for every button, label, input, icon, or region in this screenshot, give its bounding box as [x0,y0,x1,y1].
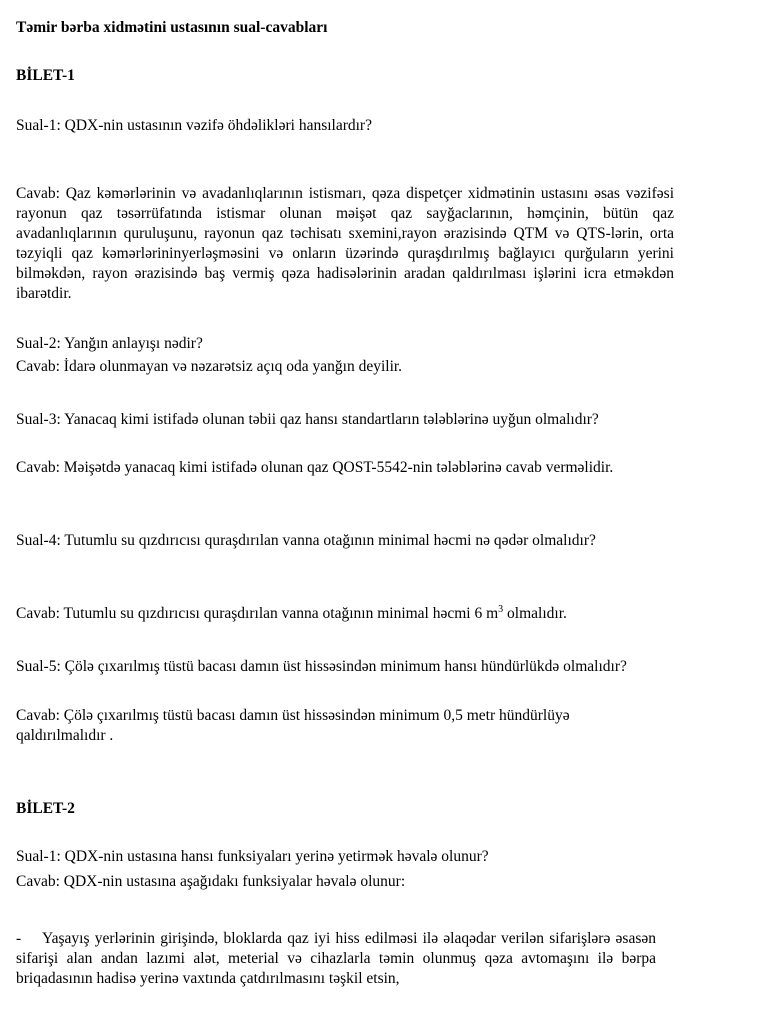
bilet-2-heading: BİLET-2 [16,800,75,817]
bilet-1-answer-4-text: Cavab: Tutumlu su qızdırıcısı quraşdırılan vanna otağının minimal həcmi 6 m [16,605,499,622]
bilet-1-answer-5: Cavab: Çölə çıxarılmış tüstü bacası damın üst hissəsindən minimum 0,5 metr hündürlüyə qaldırılmalıdır . [16,707,570,744]
bilet-2-question-1: Sual-1: QDX-nin ustasına hansı funksiyaları yerinə yetirmək həvalə olunur? [16,848,489,865]
bilet-1-question-4: Sual-4: Tutumlu su qızdırıcısı quraşdırılan vanna otağının minimal həcmi nə qədər olmalıdır? [16,532,596,549]
bilet-1-answer-2: Cavab: İdarə olunmayan və nəzarətsiz açıq oda yanğın deyilir. [16,358,403,375]
bullet-dash: - [16,930,22,947]
bilet-1-question-5: Sual-5: Çölə çıxarılmış tüstü bacası damın üst hissəsindən minimum hansı hündürlükdə olmalıdır? [16,658,627,675]
bilet-1-question-2: Sual-2: Yanğın anlayışı nədir? [16,335,203,352]
bilet-1-question-3: Sual-3: Yanacaq kimi istifadə olunan təbii qaz hansı standartların tələblərinə uyğun olmalıdır? [16,411,599,428]
bilet-1-question-1: Sual-1: QDX-nin ustasının vəzifə öhdəlikləri hansılardır? [16,117,372,134]
bilet-1-answer-4 [16,604,674,624]
bilet-2-bullet-1 [16,929,656,989]
bilet-1-heading: BİLET-1 [16,67,75,84]
cubic-superscript: 3 [498,603,504,615]
document-title: Təmir bərba xidmətini ustasının sual-cavabları [16,19,328,36]
bilet-2-answer-1: Cavab: QDX-nin ustasına aşağıdakı funksiyalar həvalə olunur: [16,873,406,890]
bilet-1-answer-4-end: olmalıdır. [503,605,567,622]
bilet-1-answer-3: Cavab: Məişətdə yanacaq kimi istifadə olunan qaz QOST-5542-nin tələblərinə cavab verməlidir. [16,459,614,476]
bilet-1-answer-1: Cavab: Qaz kəmərlərinin və avadanlıqlarının istismarı, qəza dispetçer xidmətinin ustasını əsas vəzifəsi rayonun qaz təsərrüfatında istismar olunan məişət qaz sayğaclarının, həmçinin, bütün qaz avadanlıqlarının quruluşunu, rayonun qaz təchisatı sxemini,rayon ərazisində QTM və QTS-lərin, orta təzyiqli qaz kəmərlərininyerləşməsini və onların üzərində quraşdırılmış bağlayıcı qurğuların yerini bilməkdən, rayon ərazisində baş vermiş qəza hadisələrinin aradan qaldırılması işlərini icra etməkdən ibarətdir. [16,185,674,302]
bilet-2-bullet-1-text: Yaşayış yerlərinin girişində, bloklarda qaz iyi hiss edilməsi ilə əlaqədar verilən sifarişlərə əsasən sifarişi alan andan lazımi alət, meterial və cihazlarla təmin olunmuş qəza avtomaşını ilə bərpa briqadasının hadisə yerinə vaxtında çatdırılmasını təşkil etsin, [16,930,656,987]
